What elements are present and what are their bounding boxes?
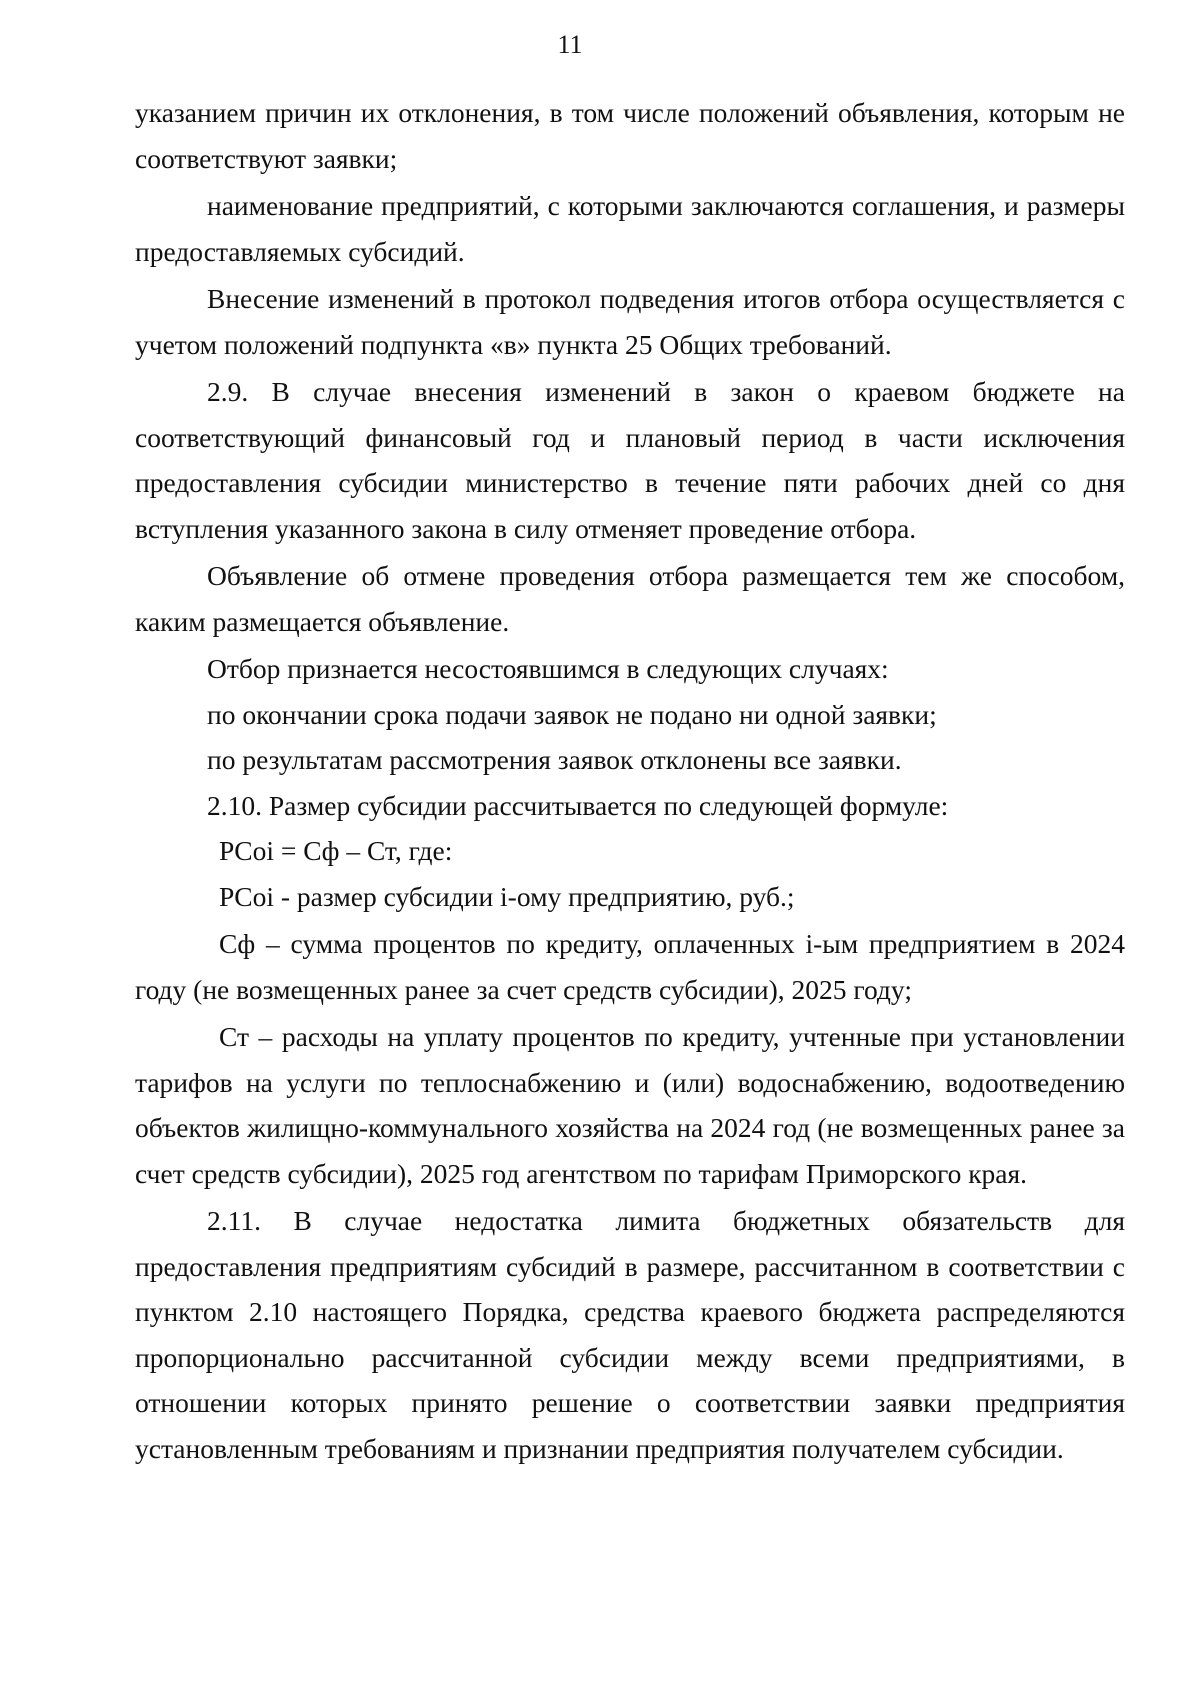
paragraph: Отбор признается несостоявшимся в следующих случаях: (207, 653, 889, 684)
list-item: по окончании срока подачи заявок не подано ни одной заявки; (207, 698, 937, 730)
document-body (135, 90, 1125, 1471)
paragraph-2-10: 2.10. Размер субсидии рассчитывается по следующей формуле: (207, 789, 949, 821)
paragraph: Объявление об отмене проведения отбора размещается тем же способом, каким размещается объявление. (135, 560, 1125, 637)
formula: PCoi = Сф – Ст, где: (219, 835, 453, 866)
formula-definition: Сф – сумма процентов по кредиту, оплаченных i-ым предприятием в 2024 году (не возмещенных ранее за счет средств субсидии), 2025 году; (135, 928, 1125, 1005)
page-number: 11 (557, 30, 583, 59)
paragraph: Внесение изменений в протокол подведения итогов отбора осуществляется с учетом положений подпункта «в» пункта 25 Общих требований. (135, 283, 1125, 360)
paragraph: указанием причин их отклонения, в том числе положений объявления, которым не соответствуют заявки; (135, 97, 1125, 174)
paragraph: наименование предприятий, с которыми заключаются соглашения, и размеры предоставляемых субсидий. (135, 190, 1125, 267)
list-item: по результатам рассмотрения заявок отклонены все заявки. (207, 744, 902, 775)
formula-definition: PCoi - размер субсидии i-ому предприятию, руб.; (219, 880, 795, 912)
formula-definition: Ст – расходы на уплату процентов по кредиту, учтенные при установлении тарифов на услуги по теплоснабжению и (или) водоснабжению, водоотведению объектов жилищно-коммунального хозяйства на 2024 год (не возмещенных ранее за счет средств субсидии), 2025 год агентством по тарифам Приморского края. (135, 1021, 1125, 1189)
paragraph-2-11: 2.11. В случае недостатка лимита бюджетных обязательств для предоставления предприятиям субсидий в размере, рассчитанном в соответствии с пунктом 2.10 настоящего Порядка, средства краевого бюджета распределяются пропорционально рассчитанной субсидии между всеми предприятиями, в отношении которых принято решение о соответствии заявки предприятия установленным требованиям и признании предприятия получателем субсидии. (135, 1205, 1125, 1464)
paragraph-2-9: 2.9. В случае внесения изменений в закон о краевом бюджете на соответствующий финансовый год и плановый период в части исключения предоставления субсидии министерство в течение пяти рабочих дней со дня вступления указанного закона в силу отменяет проведение отбора. (135, 376, 1125, 544)
